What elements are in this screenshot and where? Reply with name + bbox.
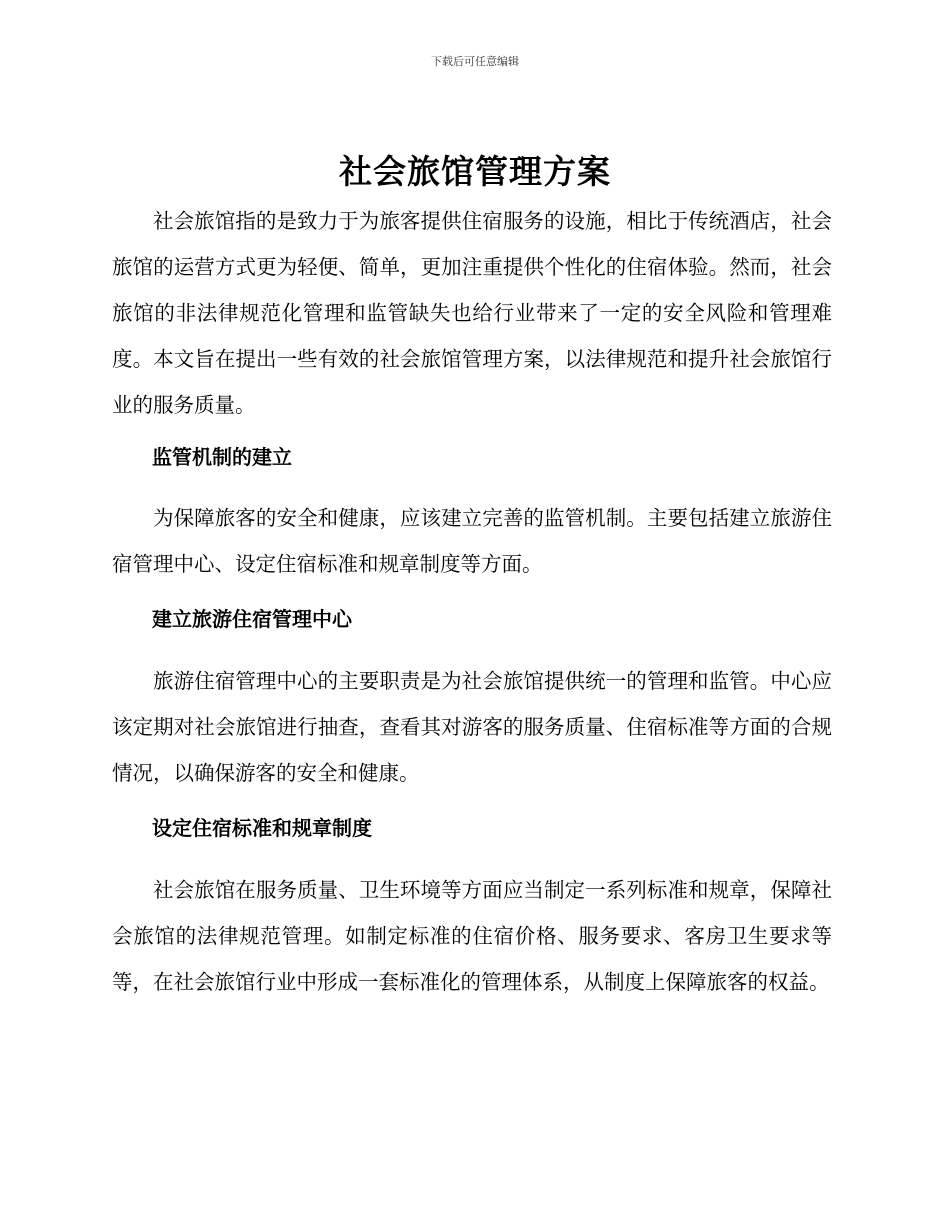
section-heading-supervision-mechanism: 监管机制的建立: [152, 445, 292, 469]
section-paragraph-supervision-mechanism: 为保障旅客的安全和健康，应该建立完善的监管机制。主要包括建立旅游住宿管理中心、设定住宿标准和规章制度等方面。: [112, 506, 832, 576]
section-paragraph-standards-rules: 社会旅馆在服务质量、卫生环境等方面应当制定一系列标准和规章，保障社会旅馆的法律规范管理。如制定标准的住宿价格、服务要求、客房卫生要求等等，在社会旅馆行业中形成一套标准化的管理体系，从制度上保障旅客的权益。: [112, 878, 832, 994]
intro-paragraph: 社会旅馆指的是致力于为旅客提供住宿服务的设施，相比于传统酒店，社会旅馆的运营方式更为轻便、简单，更加注重提供个性化的住宿体验。然而，社会旅馆的非法律规范化管理和监管缺失也给行业带来了一定的安全风险和管理难度。本文旨在提出一些有效的社会旅馆管理方案，以法律规范和提升社会旅馆行业的服务质量。: [112, 209, 832, 417]
section-paragraph-management-center: 旅游住宿管理中心的主要职责是为社会旅馆提供统一的管理和监管。中心应该定期对社会旅馆进行抽查，查看其对游客的服务质量、住宿标准等方面的合规情况，以确保游客的安全和健康。: [112, 669, 832, 785]
section-heading-management-center: 建立旅游住宿管理中心: [152, 607, 352, 631]
header-note: 下载后可任意编辑: [431, 55, 519, 68]
section-heading-standards-rules: 设定住宿标准和规章制度: [152, 816, 372, 840]
document-title: 社会旅馆管理方案: [339, 152, 611, 191]
document-body: [112, 198, 832, 1005]
